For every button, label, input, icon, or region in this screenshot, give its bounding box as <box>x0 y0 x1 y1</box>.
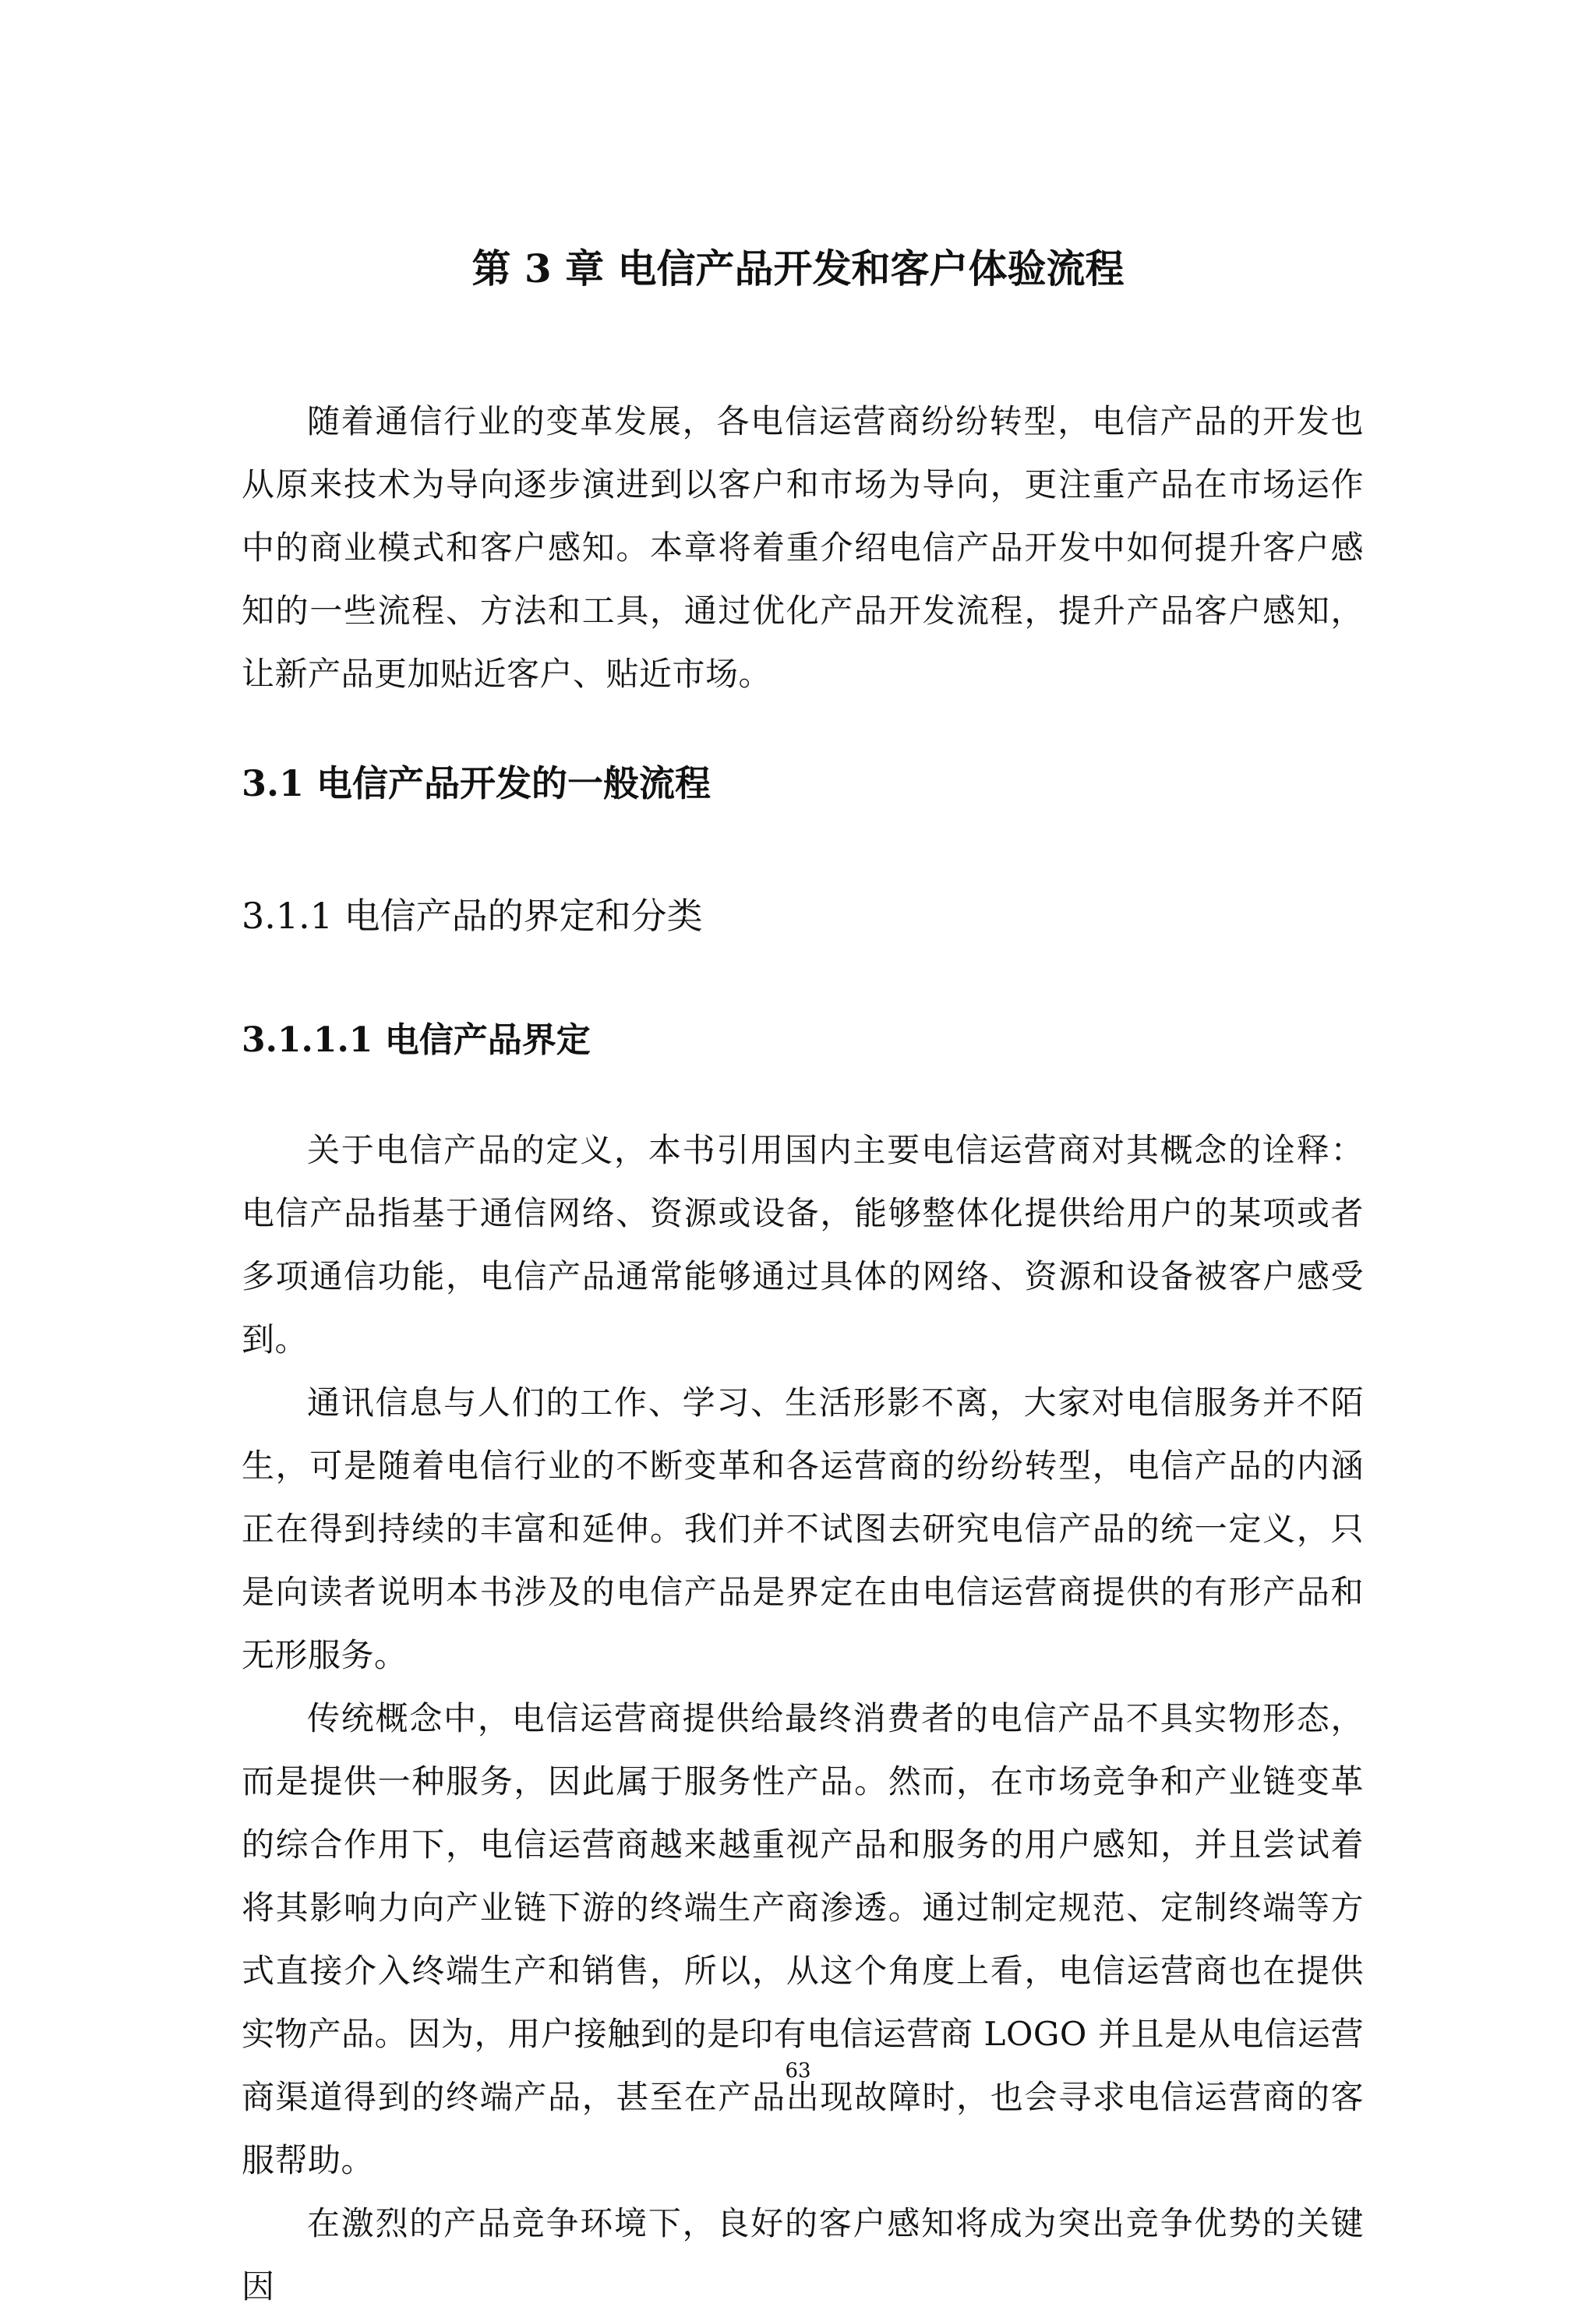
page-number: 63 <box>785 2059 811 2083</box>
body-paragraph: 通讯信息与人们的工作、学习、生活形影不离，大家对电信服务并不陌生，可是随着电信行业的不断变革和各运营商的纷纷转型，电信产品的内涵正在得到持续的丰富和延伸。我们并不试图去研究电信产品的统一定义，只是向读者说明本书涉及的电信产品是界定在由电信运营商提供的有形产品和无形服务。 <box>242 1383 1364 1674</box>
chapter-title: 第 3 章 电信产品开发和客户体验流程 <box>471 246 1125 292</box>
section-heading: 3.1 电信产品开发的一般流程 <box>242 762 711 804</box>
subsection-heading: 3.1.1 电信产品的界定和分类 <box>242 895 703 937</box>
intro-section <box>242 390 1364 705</box>
body-paragraph: 关于电信产品的定义，本书引用国内主要电信运营商对其概念的诠释：电信产品指基于通信网络、资源或设备，能够整体化提供给用户的某项或者多项通信功能，电信产品通常能够通过具体的网络、资源和设备被客户感受到。 <box>242 1131 1364 1359</box>
body-paragraph: 在激烈的产品竞争环境下，良好的客户感知将成为突出竞争优势的关键因 <box>242 2204 1364 2306</box>
subsubsection-heading: 3.1.1.1 电信产品界定 <box>242 1020 591 1060</box>
body-paragraph: 传统概念中，电信运营商提供给最终消费者的电信产品不具实物形态，而是提供一种服务，因此属于服务性产品。然而，在市场竞争和产业链变革的综合作用下，电信运营商越来越重视产品和服务的用户感知，并且尝试着将其影响力向产业链下游的终端生产商渗透。通过制定规范、定制终端等方式直接介入终端生产和销售，所以，从这个角度上看，电信运营商也在提供实物产品。因为，用户接触到的是印有电信运营商 LOGO 并且是从电信运营商渠道得到的终端产品，甚至在产品出现故障时，也会寻求电信运营商的客服帮助。 <box>242 1699 1364 2179</box>
body-section <box>242 1118 1364 2318</box>
intro-paragraph: 随着通信行业的变革发展，各电信运营商纷纷转型，电信产品的开发也从原来技术为导向逐步演进到以客户和市场为导向，更注重产品在市场运作中的商业模式和客户感知。本章将着重介绍电信产品开发中如何提升客户感知的一些流程、方法和工具，通过优化产品开发流程，提升产品客户感知，让新产品更加贴近客户、贴近市场。 <box>242 402 1364 693</box>
